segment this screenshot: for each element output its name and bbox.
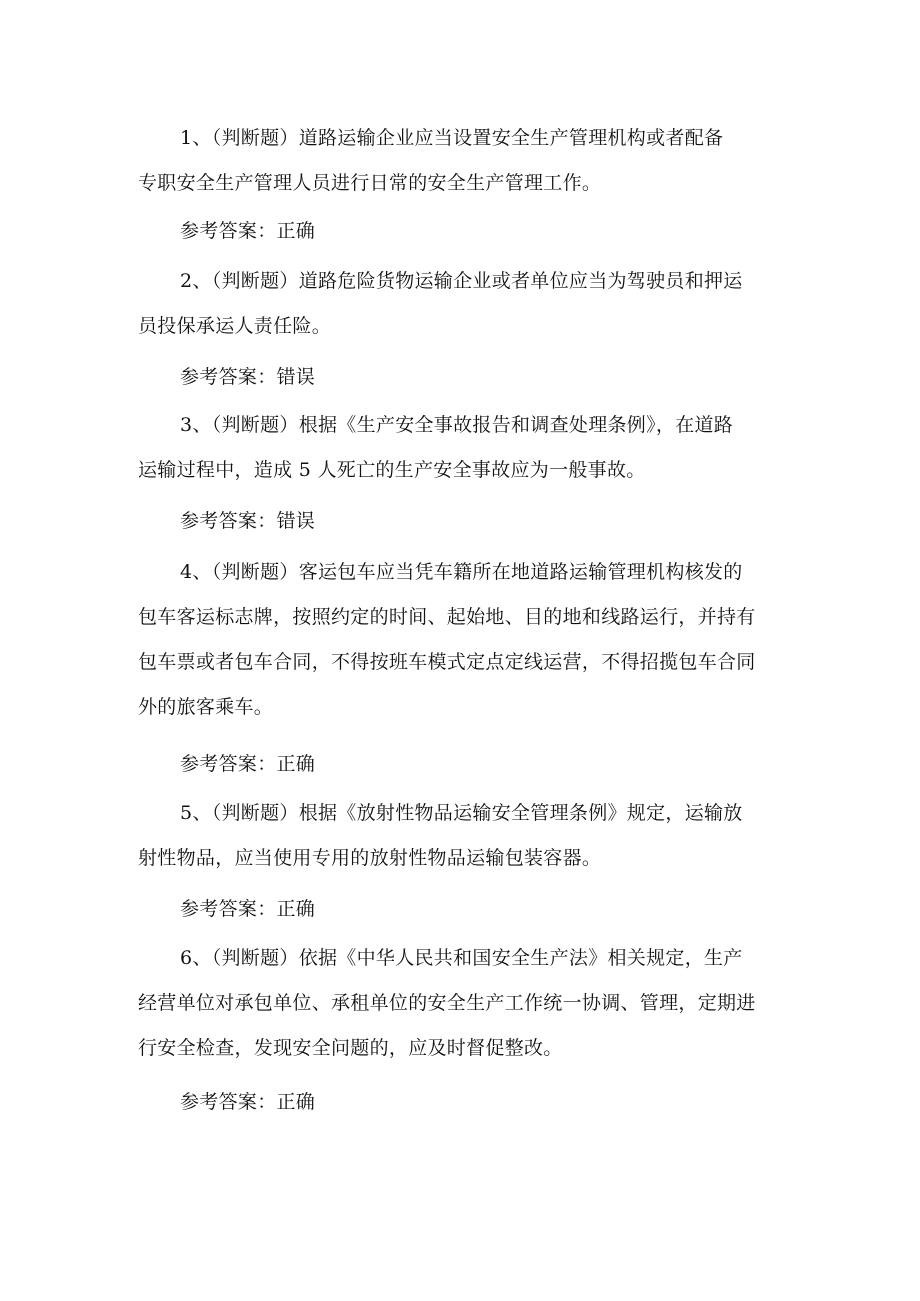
question-6	[138, 936, 788, 1071]
question-1	[138, 116, 788, 206]
question-4-line-1: 4、（判断题）客运包车应当凭车籍所在地道路运输管理机构核发的	[180, 561, 743, 583]
question-3	[138, 403, 788, 493]
question-5-line-2: 射性物品，应当使用专用的放射性物品运输包装容器。	[138, 847, 602, 869]
question-4-line-4: 外的旅客乘车。	[138, 696, 274, 718]
answer-4: 参考答案：正确	[180, 753, 316, 775]
question-6-line-3: 行安全检查，发现安全问题的，应及时督促整改。	[138, 1037, 563, 1059]
answer-5: 参考答案：正确	[180, 898, 316, 920]
question-1-line-2: 专职安全生产管理人员进行日常的安全生产管理工作。	[138, 172, 602, 194]
question-4	[138, 550, 788, 730]
question-6-line-1: 6、（判断题）依据《中华人民共和国安全生产法》相关规定，生产	[180, 947, 743, 969]
question-2	[138, 259, 788, 349]
answer-1: 参考答案：正确	[180, 220, 316, 242]
question-3-line-1: 3、（判断题）根据《生产安全事故报告和调查处理条例》，在道路	[180, 414, 734, 436]
question-2-line-1: 2、（判断题）道路危险货物运输企业或者单位应当为驾驶员和押运	[180, 270, 743, 292]
question-5	[138, 791, 788, 881]
answer-6: 参考答案：正确	[180, 1091, 316, 1113]
question-6-line-2: 经营单位对承包单位、承租单位的安全生产工作统一协调、管理，定期进	[138, 992, 756, 1014]
question-4-line-3: 包车票或者包车合同，不得按班车模式定点定线运营，不得招揽包车合同	[138, 651, 756, 673]
question-5-line-1: 5、（判断题）根据《放射性物品运输安全管理条例》规定，运输放	[180, 802, 743, 824]
question-3-line-2: 运输过程中，造成 5 人死亡的生产安全事故应为一般事故。	[138, 459, 646, 481]
question-4-line-2: 包车客运标志牌，按照约定的时间、起始地、目的地和线路运行，并持有	[138, 606, 756, 628]
question-2-line-2: 员投保承运人责任险。	[138, 315, 332, 337]
question-1-line-1: 1、（判断题）道路运输企业应当设置安全生产管理机构或者配备	[180, 127, 724, 149]
answer-2: 参考答案：错误	[180, 366, 316, 388]
answer-3: 参考答案：错误	[180, 510, 316, 532]
